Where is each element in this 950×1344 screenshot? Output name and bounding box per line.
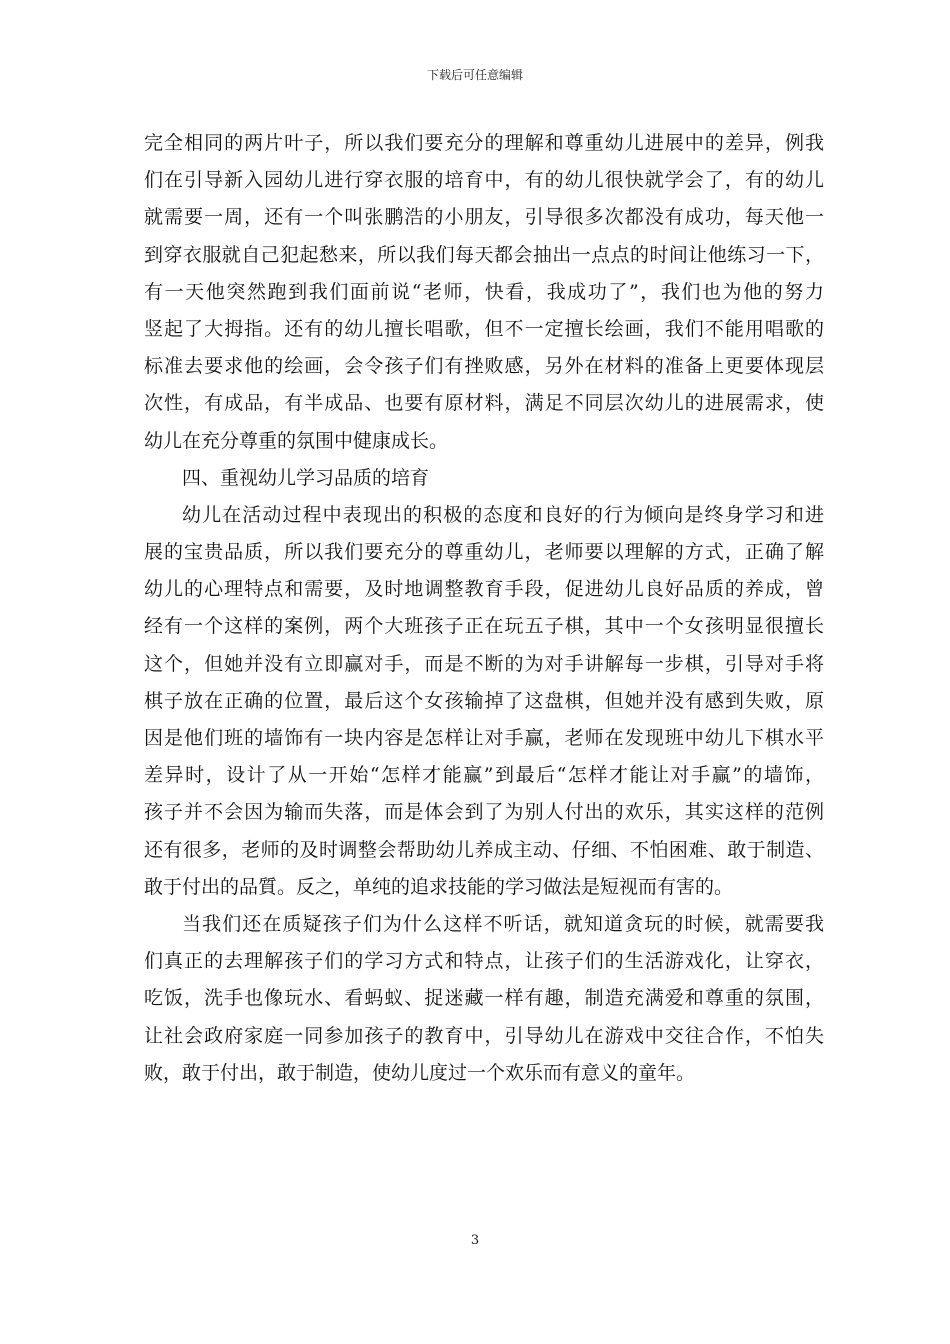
text-line: 有一天他突然跑到我们面前说“老师，快看，我成功了”，我们也为他的努力 (144, 280, 824, 303)
text-line: 次性，有成品，有半成品、也要有原材料，满足不同层次幼儿的进展需求，使 (144, 392, 824, 415)
text-line: 因是他们班的墙饰有一块内容是怎样让对手赢，老师在发现班中幼儿下棋水平 (144, 727, 824, 749)
text-line: 孩子并不会因为输而失落，而是体会到了为别人付出的欢乐，其实这样的范例 (144, 801, 824, 824)
text-line: 展的宝贵品质，所以我们要充分的尊重幼儿，老师要以理解的方式，正确了解 (144, 541, 824, 564)
text-line: 败，敢于付出，敢于制造，使幼儿度过一个欢乐而有意义的童年。 (144, 1061, 696, 1084)
text-line: 经有一个这样的案例，两个大班孩子正在玩五子棋，其中一个女孩明显很擅长 (144, 615, 824, 638)
text-line: 这个，但她并没有立即赢对手，而是不断的为对手讲解每一步棋，引导对手将 (144, 652, 824, 675)
page-number: 3 (470, 1233, 480, 1248)
text-line: 幼儿在活动过程中表现出的积极的态度和良好的行为倾向是终身学习和进 (182, 503, 824, 526)
text-line: 让社会政府家庭一同参加孩子的教育中，引导幼儿在游戏中交往合作，不怕失 (144, 1024, 824, 1047)
text-line: 完全相同的两片叶子，所以我们要充分的理解和尊重幼儿进展中的差异，例我 (144, 132, 824, 154)
text-line: 差异时，设计了从一开始“怎样才能赢”到最后“怎样才能让对手赢”的墙饰， (144, 764, 824, 787)
text-line: 就需要一周，还有一个叫张鹏浩的小朋友，引导很多次都没有成功，每天他一 (144, 206, 824, 229)
text-line: 到穿衣服就自己犯起愁来，所以我们每天都会抽出一点点的时间让他练习一下， (144, 243, 824, 266)
page-header: 下载后可任意编辑 (426, 68, 523, 82)
section-heading: 四、重视幼儿学习品质的培育 (182, 466, 430, 489)
text-line: 们真正的去理解孩子们的学习方式和特点，让孩子们的生活游戏化，让穿衣， (144, 950, 824, 973)
document-body (144, 125, 824, 1092)
text-line: 们在引导新入园幼儿进行穿衣服的培育中，有的幼儿很快就学会了，有的幼儿 (144, 169, 824, 192)
text-line: 吃饭，洗手也像玩水、看蚂蚁、捉迷藏一样有趣，制造充满爱和尊重的氛围， (144, 987, 824, 1010)
text-line: 竖起了大拇指。还有的幼儿擅长唱歌，但不一定擅长绘画，我们不能用唱歌的 (144, 317, 824, 340)
text-line: 敢于付出的品質。反之，单纯的追求技能的学习做法是短视而有害的。 (144, 875, 734, 898)
text-line: 当我们还在质疑孩子们为什么这样不听话，就知道贪玩的时候，就需要我 (182, 912, 824, 935)
text-line: 幼儿在充分尊重的氛围中健康成长。 (144, 429, 449, 452)
text-line: 标准去要求他的绘画，会令孩子们有挫败感，另外在材料的准备上更要体现层 (144, 355, 824, 378)
text-line: 幼儿的心理特点和需要，及时地调整教育手段，促进幼儿良好品质的养成，曾 (144, 578, 824, 601)
text-line: 还有很多，老师的及时调整会帮助幼儿养成主动、仔细、不怕困难、敢于制造、 (144, 838, 824, 861)
text-line: 棋子放在正确的位置，最后这个女孩输掉了这盘棋，但她并没有感到失败，原 (144, 689, 824, 712)
